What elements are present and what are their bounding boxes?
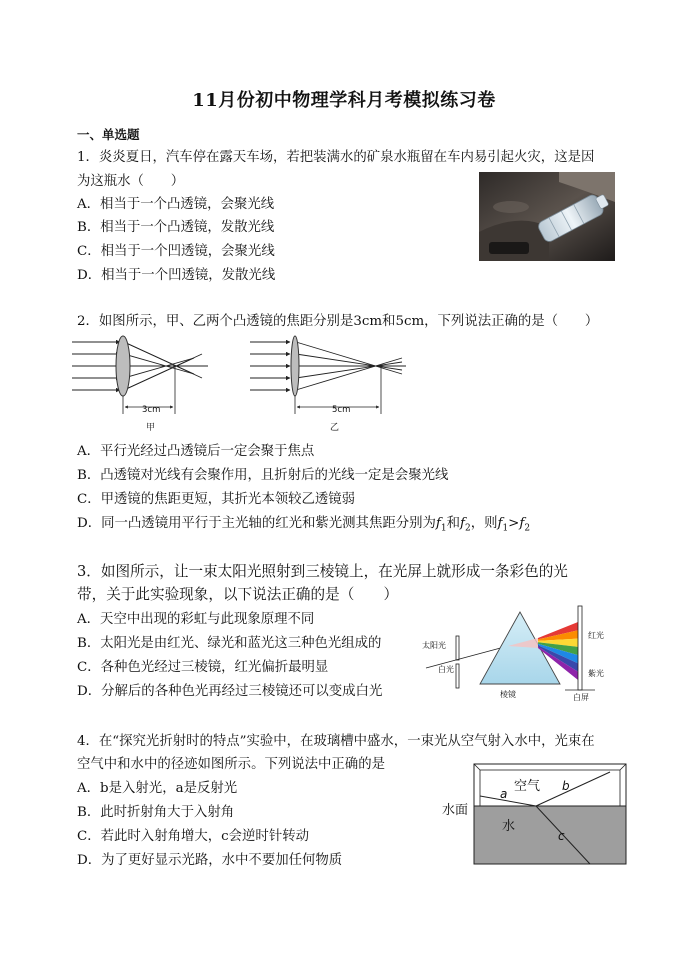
q2-f2-symbol: f [459, 516, 465, 531]
q2-option-b[interactable]: B．凸透镜对光线有会聚作用，且折射后的光线一定是会聚光线 [77, 468, 449, 483]
q2-option-d-then: ，则 [470, 516, 498, 531]
q3-option-c[interactable]: C．各种色光经过三棱镜，红光偏折最明显 [77, 660, 329, 675]
lens-yi-label: 乙 [330, 423, 340, 433]
q3-option-a[interactable]: A．天空中出现的彩虹与此现象原理不同 [77, 612, 315, 627]
label-air: 空气 [514, 779, 541, 794]
q1-option-b[interactable]: B．相当于一个凸透镜，发散光线 [77, 220, 275, 235]
lens-yi-focal-label: 5cm [332, 405, 351, 415]
q4-option-a[interactable]: A．b是入射光，a是反射光 [77, 781, 238, 796]
q3-option-d[interactable]: D．分解后的各种色光再经过三棱镜还可以变成白光 [77, 684, 383, 699]
lens-yi-diagram [250, 336, 406, 433]
label-sunlight: 太阳光 [422, 641, 446, 650]
q2-stem: 2．如图所示，甲、乙两个凸透镜的焦距分别是3cm和5cm，下列说法正确的是（ ） [77, 314, 599, 329]
q2-option-c[interactable]: C．甲透镜的焦距更短，其折光本领较乙透镜弱 [77, 492, 356, 507]
label-water-surface: 水面 [442, 803, 469, 818]
q1-stem-line1: 1．炎炎夏日，汽车停在露天车场，若把装满水的矿泉水瓶留在车内易引起火灾，这是因 [77, 150, 595, 165]
q2-option-a[interactable]: A．平行光经过凸透镜后一定会聚于焦点 [77, 444, 315, 459]
q4-option-b[interactable]: B．此时折射角大于入射角 [77, 805, 235, 820]
label-red-light: 红光 [588, 631, 604, 640]
q4-option-c[interactable]: C．若此时入射角增大，c会逆时针转动 [77, 829, 309, 844]
q2-f2-sub: 2 [464, 523, 471, 534]
lens-jia-label: 甲 [146, 423, 156, 433]
label-prism: 棱镜 [500, 690, 516, 699]
page-title: 11月份初中物理学科月考模拟练习卷 [192, 90, 496, 111]
ray-b-label: b [562, 779, 570, 793]
q2-cmp-gt: > [508, 516, 520, 531]
q2-cmp-f2-sub: 2 [524, 523, 531, 534]
label-white-light: 白光 [438, 665, 454, 674]
label-violet-light: 紫光 [588, 669, 604, 678]
q2-option-d[interactable] [77, 512, 530, 541]
q2-cmp-f2: f [519, 516, 525, 531]
q3-option-b[interactable]: B．太阳光是由红光、绿光和蓝光这三种色光组成的 [77, 636, 382, 651]
convex-lens-figures [72, 334, 412, 434]
q2-f1-symbol: f [435, 516, 441, 531]
q1-option-a[interactable]: A．相当于一个凸透镜，会聚光线 [77, 197, 275, 212]
q2-f1-sub: 1 [440, 523, 447, 534]
label-water: 水 [502, 819, 516, 834]
ray-a-label: a [500, 787, 508, 801]
car-water-bottle-photo [479, 172, 615, 261]
q2-cmp-f1-sub: 1 [502, 523, 509, 534]
q2-option-d-text: D．同一凸透镜用平行于主光轴的红光和紫光测其焦距分别为 [77, 516, 436, 531]
q1-option-c[interactable]: C．相当于一个凹透镜，会聚光线 [77, 244, 275, 259]
refraction-tank-figure [440, 760, 630, 866]
q4-option-d[interactable]: D．为了更好显示光路，水中不要加任何物质 [77, 853, 343, 868]
prism-dispersion-figure [420, 598, 615, 704]
label-white-screen: 白屏 [573, 693, 589, 702]
lens-jia-focal-label: 3cm [142, 405, 161, 415]
q1-stem-line2: 为这瓶水（ ） [77, 174, 185, 189]
q4-stem-line1: 4．在“探究光折射时的特点”实验中，在玻璃槽中盛水，一束光从空气射入水中，光束在 [77, 734, 595, 749]
q2-cmp-f1: f [497, 516, 503, 531]
section-heading-single-choice: 一、单选题 [77, 127, 140, 142]
q1-option-d[interactable]: D．相当于一个凹透镜，发散光线 [77, 268, 276, 283]
q3-stem-line1: 3．如图所示，让一束太阳光照射到三棱镜上，在光屏上就形成一条彩色的光 [77, 563, 568, 580]
q2-option-d-and: 和 [446, 516, 460, 531]
ray-c-label: c [558, 829, 565, 843]
q3-stem-line2: 带，关于此实验现象，以下说法正确的是（ ） [77, 586, 399, 603]
q4-stem-line2: 空气中和水中的径迹如图所示。下列说法中正确的是 [77, 757, 385, 772]
lens-jia-diagram [72, 336, 208, 433]
